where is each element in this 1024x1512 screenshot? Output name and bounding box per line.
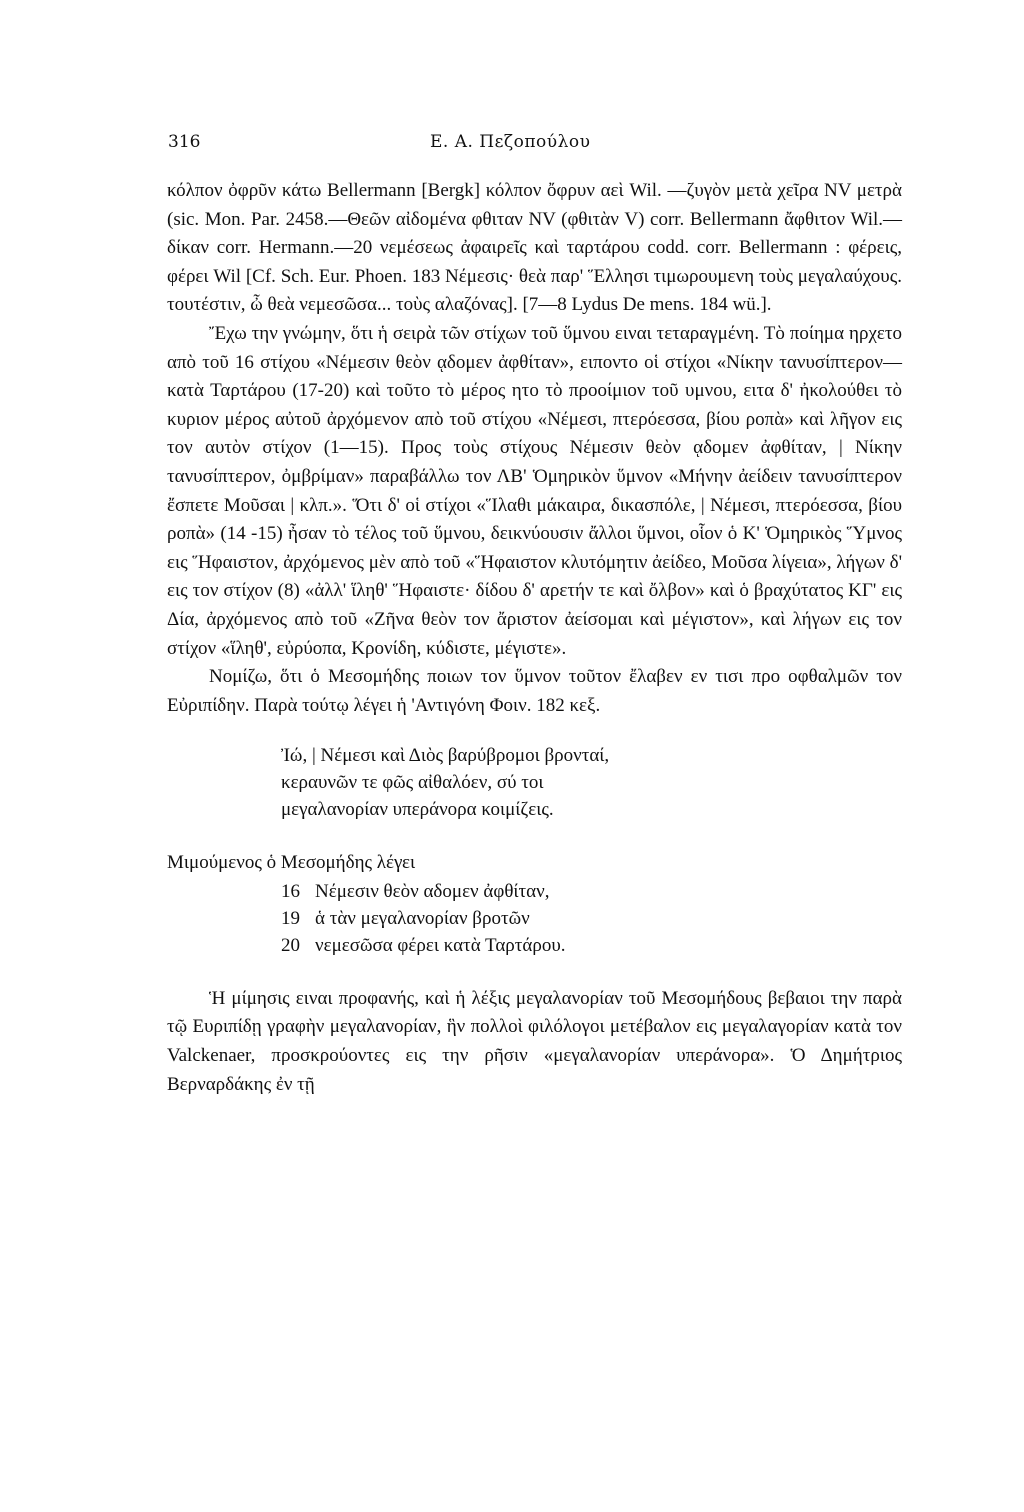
verse-line: Ἰώ, | Νέμεσι καὶ Διὸς βαρύβρομοι βρονταί,: [281, 745, 610, 767]
intro-line: Μιμούμενος ὁ Μεσομήδης λέγει: [167, 852, 416, 874]
line-text: ἁ τὰν μεγαλανορίαν βροτῶν: [315, 907, 530, 929]
closing-paragraph: Ἡ μίμησις ειναι προφανής, καὶ ἡ λέξις μεγαλανορίαν τοῦ Μεσομήδους βεβαιοι την παρὰ τῷ Ευριπίδῃ γραφὴν μεγαλανορίαν, ἣν πολλοὶ φιλόλογοι μετέβαλον εις μεγαλαγορίαν κατὰ τον Valckenaer, προσκρούοντες εις την ρῆσιν «μεγαλανορίαν υπεράνορα». Ὁ Δημήτριος Βερναρδάκης ἐν τῇ: [167, 987, 902, 1095]
numbered-line: [281, 878, 902, 905]
body-paragraph: Ἔχω την γνώμην, ὅτι ἡ σειρὰ τῶν στίχων τοῦ ὕμνου ειναι τεταραγμένη. Τὸ ποίημα ηρχετο απὸ τοῦ 16 στίχου «Νέμεσιν θεὸν ᾳδομεν ἀφθίταν», ειποντο οἱ στίχοι «Νίκην τανυσίπτερον—κατὰ Ταρτάρου (17-20) καὶ τοῦτο τὸ μέρος ητο τὸ προοίμιον τοῦ υμνου, ειτα δ' ἠκολούθει τὸ κυριον μέρος αὐτοῦ ἀρχόμενον απὸ τοῦ στίχου «Νέμεσι, πτερόεσσα, βίου ροπὰ» καὶ λῆγον εις τον αυτὸν στίχον (1—15). Προς τοὺς στίχους Νέμεσιν θεὸν ᾳδομεν ἀφθίταν, | Νίκην τανυσίπτερον, ὀμβρίμαν» παραβάλλω τον ΛΒ' Ὁμηρικὸν ὕμνον «Μήνην ἀείδειν τανυσίπτερον ἔσπετε Μοῦσαι | κλπ.». Ὅτι δ' οἱ στίχοι «Ἵλαθι μάκαιρα, δικασπόλε, | Νέμεσι, πτερόεσσα, βίου ροπὰ» (14 -15) ἦσαν τὸ τέλος τοῦ ὕμνου, δεικνύουσιν ἄλλοι ὕμνοι, οἷον ὁ Κ' Ὁμηρικὸς Ὕμνος εις Ἥφαιστον, ἀρχόμενος μὲν απὸ τοῦ «Ἥφαιστον κλυτόμητιν ἀείδεο, Μοῦσα λίγεια», λήγων δ' εις τον στίχον (8) «ἀλλ' ἵληθ' Ἥφαιστε· δίδου δ' αρετήν τε καὶ ὄλβον» καὶ ὁ βραχύτατος ΚΓ' εις Δία, ἀρχόμενος απὸ τοῦ «Ζῆνα θεὸν τον ἄριστον ἀείσομαι καὶ μέγιστον», καὶ λήγων εις τον στίχον «ἵληθ', εὐρύοπα, Κρονίδη, κύδιστε, μέγιστε».: [167, 322, 902, 659]
numbered-line: [281, 905, 902, 932]
verse-line: μεγαλανορίαν υπεράνορα κοιμίζεις.: [281, 799, 554, 821]
verse-quotation: [281, 742, 902, 823]
apparatus-paragraph: κόλπον ὀφρῦν κάτω Bellermann [Bergk] κόλπον ὄφρυν αεὶ Wil. —ζυγὸν μετὰ χεῖρα NV μετρὰ (sic. Mon. Par. 2458.—Θεῶν αἰδομένα φθιταν NV (φθιτὰν V) corr. Bellermann ἄφθιτον Wil.—δίκαν corr. Hermann.—20 νεμέσεως ἀφαιρεῖς καὶ ταρτάρου codd. corr. Bellermann : φέρεις, φέρει Wil [Cf. Sch. Eur. Phoen. 183 Νέμεσις· θεὰ παρ' Ἕλλησι τιμωρουμενη τοὺς μεγαλαύχους. τουτέστιν, ὦ θεὰ νεμεσῶσα... τοὺς αλαζόνας]. [7—8 Lydus De mens. 184 wü.].: [167, 180, 902, 316]
line-number: 16: [281, 880, 300, 902]
verse-line: κεραυνῶν τε φῶς αἰθαλόεν, σύ τοι: [281, 772, 544, 794]
line-number: 19: [281, 907, 300, 929]
numbered-line: [281, 932, 902, 959]
main-text: [167, 177, 902, 1099]
line-text: Νέμεσιν θεὸν αδομεν ἀφθίταν,: [315, 880, 550, 902]
line-text: νεμεσῶσα φέρει κατὰ Ταρτάρου.: [315, 934, 566, 956]
page-number: 316: [168, 132, 201, 152]
body-paragraph: Νομίζω, ὅτι ὁ Μεσομήδης ποιων τον ὕμνον τοῦτον ἔλαβεν εν τισι προ οφθαλμῶν τον Εὐριπίδην. Παρὰ τούτῳ λέγει ἡ 'Αντιγόνη Φοιν. 182 κεξ.: [167, 666, 902, 716]
line-number: 20: [281, 934, 300, 956]
running-title: Ε. Α. Πεζοπούλου: [430, 132, 591, 152]
numbered-verse: [281, 878, 902, 959]
